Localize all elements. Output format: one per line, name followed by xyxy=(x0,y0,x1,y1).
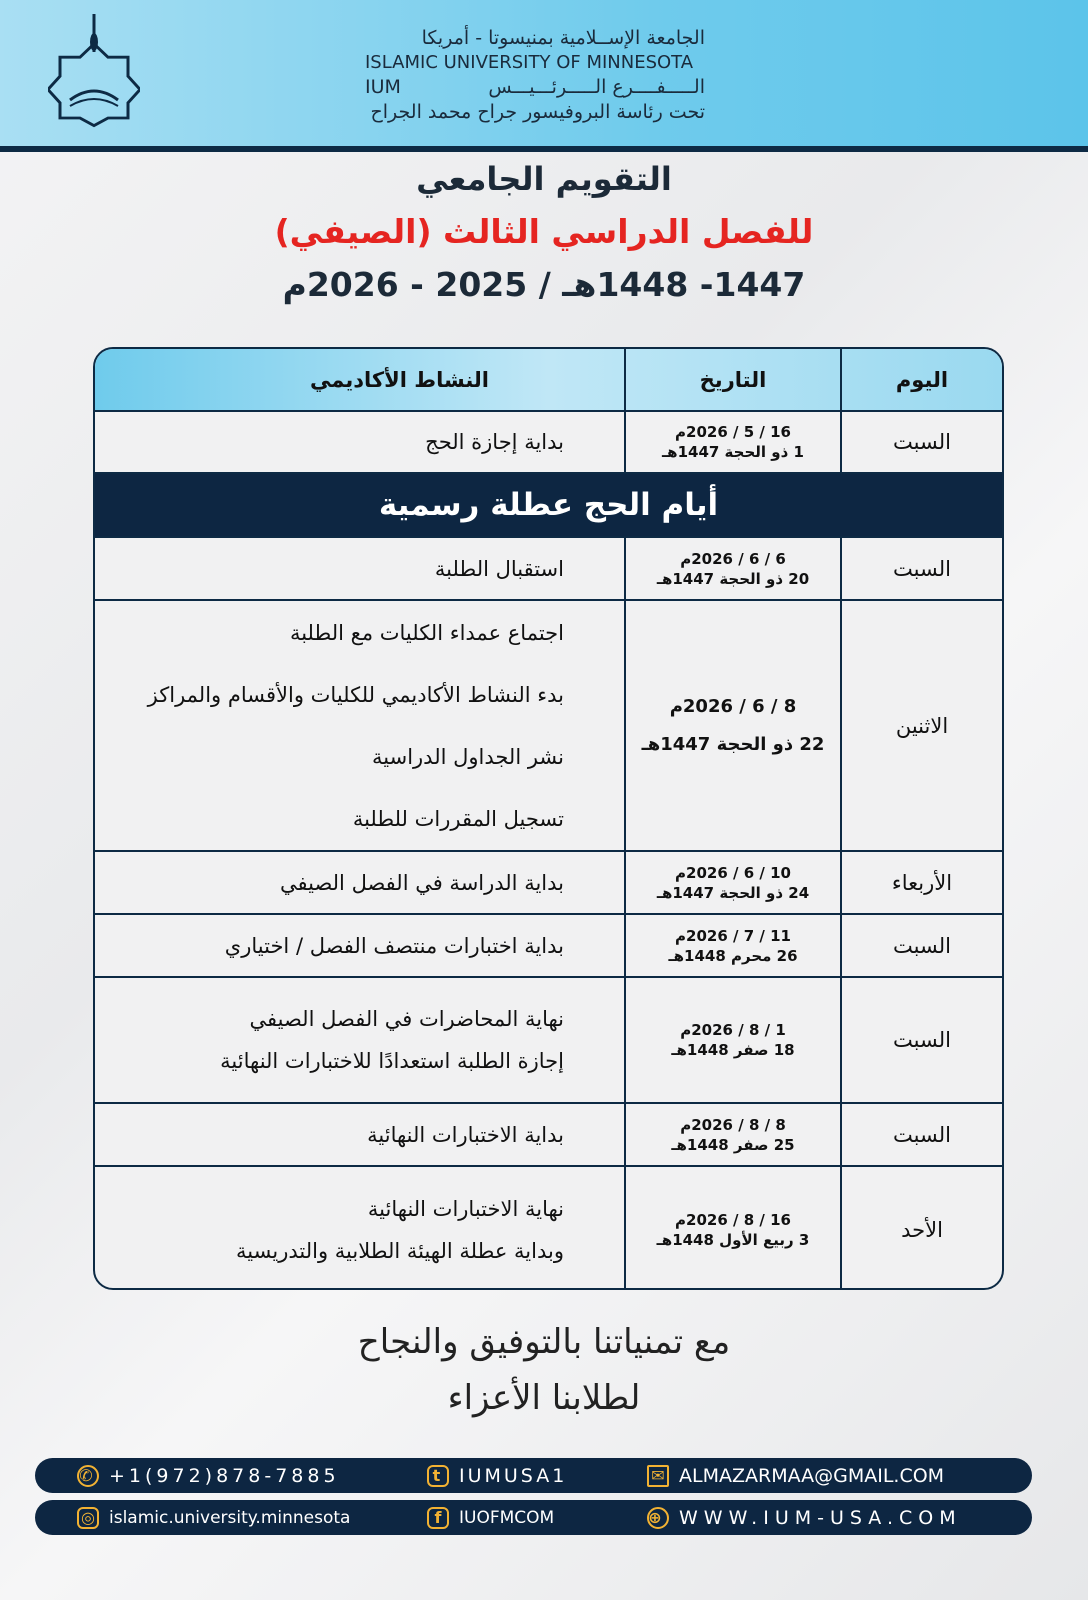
university-arabic-name: الجامعة الإســلامية بمنيسوتا - أمريكا xyxy=(421,27,705,49)
day-cell: السبت xyxy=(840,915,1002,976)
activity-item: بداية اختبارات منتصف الفصل / اختياري xyxy=(224,933,564,958)
contact-bar-2 xyxy=(35,1500,1032,1535)
hijri-date: 26 محرم 1448هـ xyxy=(668,946,798,965)
header-date: التاريخ xyxy=(624,349,840,410)
date-cell xyxy=(624,852,840,913)
instagram-handle[interactable]: islamic.university.minnesota xyxy=(109,1507,351,1528)
table-row xyxy=(95,412,1002,474)
subtitle-semester: للفصل الدراسي الثالث (الصيفي) xyxy=(274,212,814,251)
activity-item: إجازة الطلبة استعدادًا للاختبارات النهائية xyxy=(220,1049,564,1073)
hijri-date: 22 ذو الحجة 1447هـ xyxy=(641,733,825,755)
activity-item: نشر الجداول الدراسية xyxy=(372,744,564,769)
table-row xyxy=(95,978,1002,1104)
globe-icon: ⊕ xyxy=(648,1508,668,1527)
calendar-table xyxy=(93,347,1004,1290)
date-cell xyxy=(624,1167,840,1290)
activity-item: بداية الدراسة في الفصل الصيفي xyxy=(279,870,564,895)
email[interactable]: ALMAZARMAA@GMAIL.COM xyxy=(679,1464,945,1487)
gregorian-date: 1 / 8 / 2026م xyxy=(680,1021,786,1039)
day-cell: الأحد xyxy=(840,1167,1002,1290)
activity-item: بداية الاختبارات النهائية xyxy=(367,1122,564,1147)
activity-cell xyxy=(95,915,624,976)
day-cell: السبت xyxy=(840,1104,1002,1165)
hajj-holiday-banner: أيام الحج عطلة رسمية xyxy=(95,474,1002,538)
hijri-date: 1 ذو الحجة 1447هـ xyxy=(662,443,804,461)
instagram-icon: ◎ xyxy=(77,1507,99,1529)
table-header-row xyxy=(95,349,1002,412)
table-row xyxy=(95,852,1002,915)
date-cell xyxy=(624,412,840,472)
subtitle-year: 1447- 1448هـ / 2025 - 2026م xyxy=(282,265,806,304)
day-cell: الأربعاء xyxy=(840,852,1002,913)
gregorian-date: 8 / 6 / 2026م xyxy=(669,695,797,717)
website[interactable]: WWW.IUM-USA.COM xyxy=(679,1506,962,1529)
header-activity: النشاط الأكاديمي xyxy=(310,367,489,392)
date-cell xyxy=(624,1104,840,1165)
date-cell xyxy=(624,978,840,1102)
abbr: IUM xyxy=(365,76,401,98)
closing-line-2: لطلابنا الأعزاء xyxy=(447,1378,641,1418)
activity-cell xyxy=(95,1104,624,1165)
table-row xyxy=(95,538,1002,601)
twitter-icon: t xyxy=(427,1465,449,1487)
activity-item: بدء النشاط الأكاديمي للكليات والأقسام والمراكز xyxy=(147,682,564,707)
table-row xyxy=(95,1104,1002,1167)
header-divider xyxy=(0,146,1088,152)
gregorian-date: 16 / 5 / 2026م xyxy=(675,423,791,441)
activity-item: نهاية المحاضرات في الفصل الصيفي xyxy=(249,1007,564,1031)
day-cell: السبت xyxy=(840,412,1002,472)
table-row xyxy=(95,601,1002,852)
hijri-date: 18 صفر 1448هـ xyxy=(671,1041,795,1059)
day-cell: الاثنين xyxy=(840,601,1002,850)
date-cell xyxy=(624,915,840,976)
activity-cell xyxy=(95,1167,624,1290)
activity-item: بداية إجازة الحج xyxy=(425,430,564,454)
twitter-handle[interactable]: IUMUSA1 xyxy=(459,1464,568,1487)
gregorian-date: 11 / 7 / 2026م xyxy=(675,926,791,945)
day-cell: السبت xyxy=(840,978,1002,1102)
university-logo-icon xyxy=(48,12,140,140)
contact-bar-1 xyxy=(35,1458,1032,1493)
date-cell xyxy=(624,538,840,599)
gregorian-date: 16 / 8 / 2026م xyxy=(675,1210,791,1229)
table-row xyxy=(95,915,1002,978)
facebook-icon: f xyxy=(427,1507,449,1529)
header-day: اليوم xyxy=(840,349,1002,410)
table-row xyxy=(95,1167,1002,1290)
activity-cell xyxy=(95,412,624,472)
activity-item: استقبال الطلبة xyxy=(434,556,564,581)
hijri-date: 20 ذو الحجة 1447هـ xyxy=(656,569,810,588)
activity-item: اجتماع عمداء الكليات مع الطلبة xyxy=(289,620,564,645)
whatsapp-icon: ✆ xyxy=(77,1465,99,1487)
activity-cell xyxy=(95,601,624,850)
activity-item: وبداية عطلة الهيئة الطلابية والتدريسية xyxy=(236,1238,564,1263)
activity-cell xyxy=(95,852,624,913)
hijri-date: 25 صفر 1448هـ xyxy=(671,1135,795,1154)
hijri-date: 24 ذو الحجة 1447هـ xyxy=(656,883,810,902)
closing-line-1: مع تمنياتنا بالتوفيق والنجاح xyxy=(357,1322,731,1362)
president: تحت رئاسة البروفيسور جراح محمد الجراح xyxy=(370,100,705,123)
branch: الـــــفــــرع الـــــرئـــيـــس xyxy=(488,76,705,98)
university-name-block xyxy=(365,26,705,124)
phone[interactable]: +1(972)878-7885 xyxy=(109,1464,340,1487)
activity-item: تسجيل المقررات للطلبة xyxy=(352,806,564,831)
email-icon: ✉ xyxy=(647,1465,669,1487)
activity-item: نهاية الاختبارات النهائية xyxy=(367,1196,564,1221)
facebook-handle[interactable]: IUOFMCOM xyxy=(459,1507,555,1528)
date-cell xyxy=(624,601,840,850)
activity-cell xyxy=(95,538,624,599)
hijri-date: 3 ربيع الأول 1448هـ xyxy=(656,1230,810,1249)
university-english-name: ISLAMIC UNIVERSITY OF MINNESOTA xyxy=(365,51,694,73)
activity-cell xyxy=(95,978,624,1102)
day-cell: السبت xyxy=(840,538,1002,599)
gregorian-date: 10 / 6 / 2026م xyxy=(675,863,791,882)
gregorian-date: 6 / 6 / 2026م xyxy=(680,549,786,568)
gregorian-date: 8 / 8 / 2026م xyxy=(680,1115,786,1134)
title: التقويم الجامعي xyxy=(416,160,672,198)
